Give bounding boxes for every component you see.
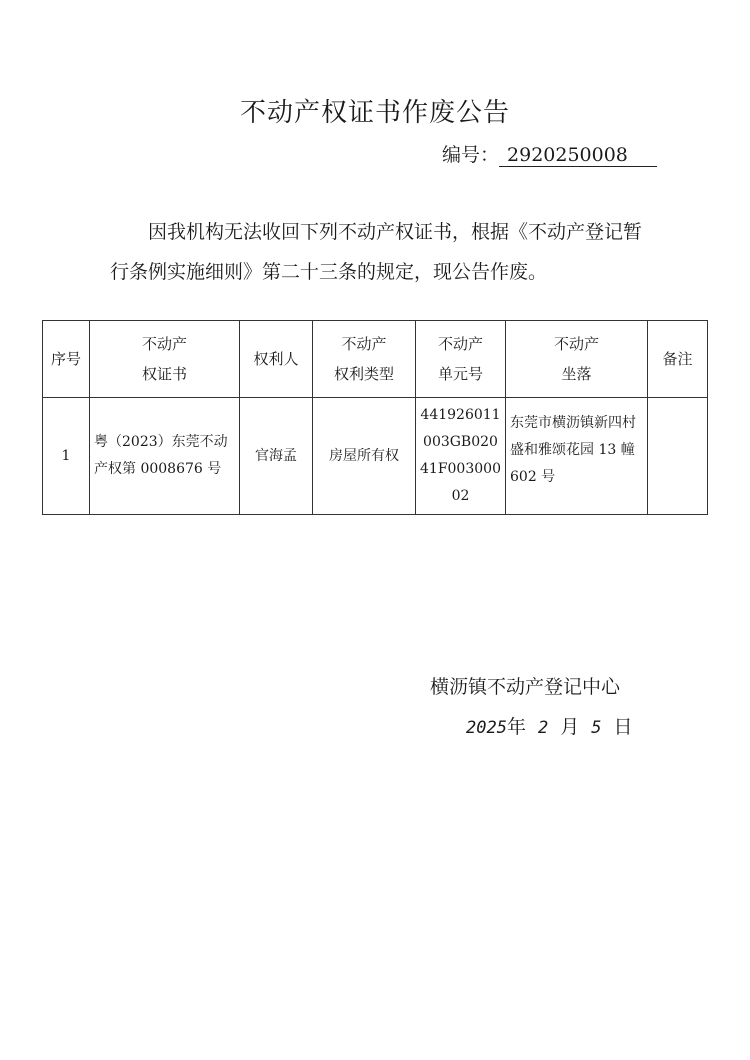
issuer-name: 横沥镇不动产登记中心: [430, 676, 621, 698]
cell-holder: 官海孟: [240, 398, 313, 515]
date-year-label: 年: [506, 716, 526, 738]
header-unit-number-line2: 单元号: [437, 365, 483, 383]
document-number-label: 编号：: [442, 144, 500, 166]
date-day-label: 日: [613, 716, 633, 738]
cell-unit-number: 441926011003GB02041F00300002: [416, 398, 506, 515]
header-unit-number: [416, 321, 506, 398]
table-row: [43, 398, 708, 515]
issue-date: [466, 712, 633, 739]
header-unit-number-line1: 不动产: [437, 335, 483, 353]
header-seq: 序号: [43, 321, 90, 398]
header-holder: 权利人: [240, 321, 313, 398]
cell-certificate: 粤（2023）东莞不动产权第 0008676 号: [90, 398, 240, 515]
cell-right-type: 房屋所有权: [313, 398, 416, 515]
date-year: 2025: [466, 718, 507, 738]
page-title: 不动产权证书作废公告: [239, 98, 510, 128]
announcement-paragraph: 因我机构无法收回下列不动产权证书，根据《不动产登记暂行条例实施细则》第二十三条的规定，现公告作废。: [110, 221, 643, 283]
document-number-value: 2920250008: [499, 144, 657, 167]
date-month: 2: [537, 718, 549, 738]
document-number: [442, 140, 657, 167]
cell-location: 东莞市横沥镇新四村盛和雅颂花园 13 幢 602 号: [506, 398, 648, 515]
date-day: 5: [591, 718, 602, 738]
header-remark: 备注: [648, 321, 708, 398]
header-certificate: [90, 321, 240, 398]
table-header-row: [43, 321, 708, 398]
cell-remark: [648, 398, 708, 515]
header-certificate-line1: 不动产: [141, 335, 187, 353]
header-right-type-line2: 权利类型: [333, 365, 394, 383]
header-location-line2: 坐落: [561, 365, 592, 383]
date-month-label: 月: [560, 716, 580, 738]
header-location: [506, 321, 648, 398]
header-right-type-line1: 不动产: [341, 335, 387, 353]
certificate-table: [42, 320, 708, 515]
header-location-line1: 不动产: [553, 335, 599, 353]
header-right-type: [313, 321, 416, 398]
cell-seq: 1: [43, 398, 90, 515]
header-certificate-line2: 权证书: [141, 365, 187, 383]
